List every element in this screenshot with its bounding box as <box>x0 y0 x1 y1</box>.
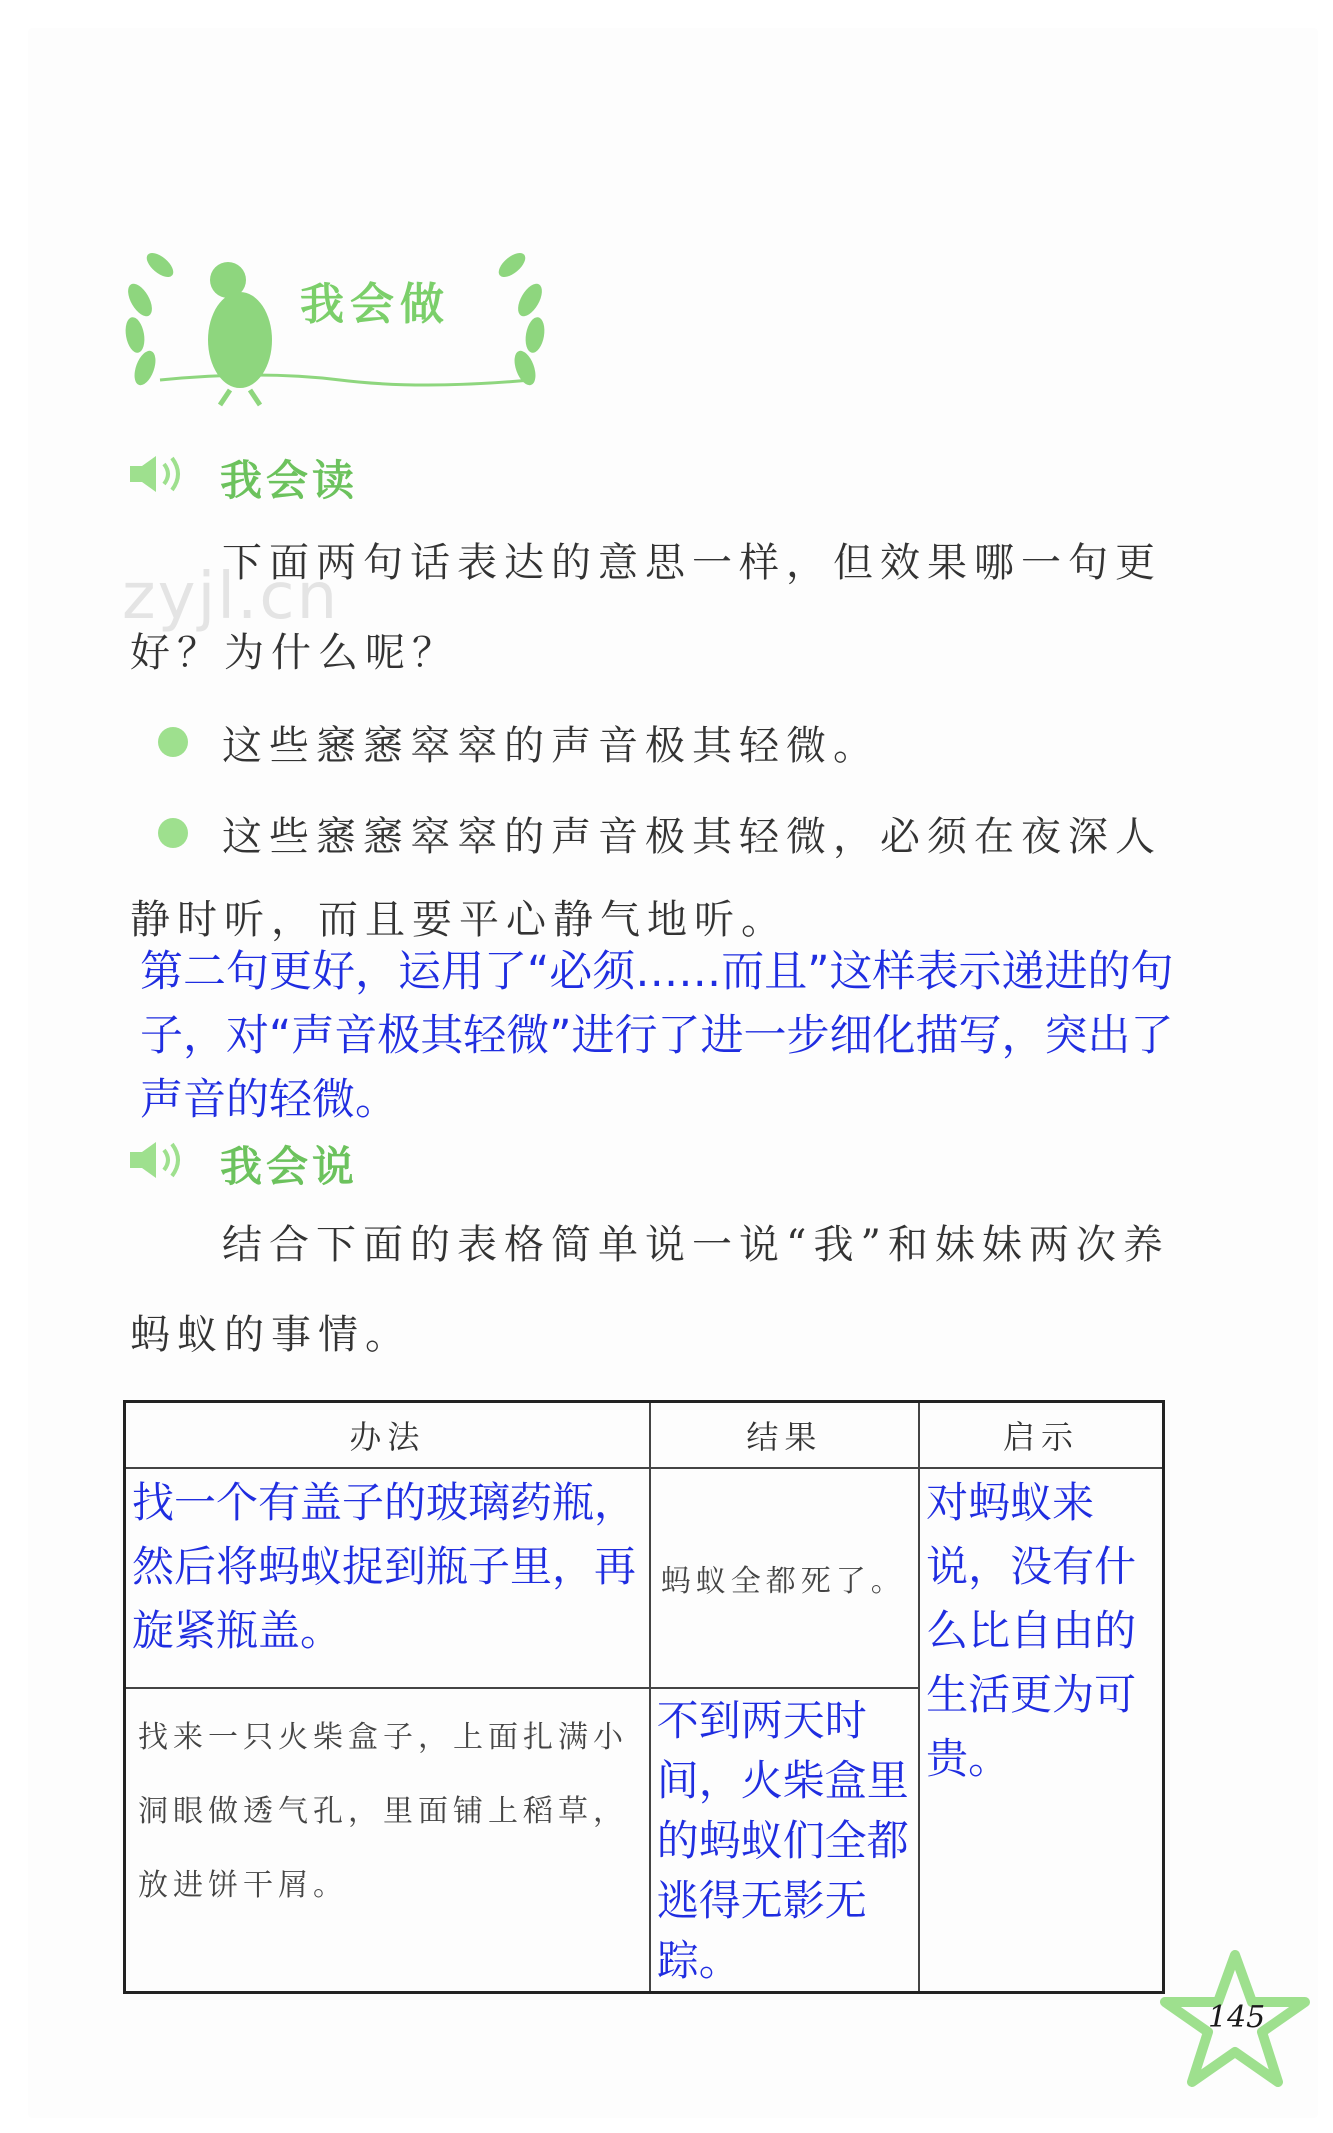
section-title-speak: 我会说 <box>220 1142 359 1191</box>
read-prompt: 下面两句话表达的意思一样，但效果哪一句更好？为什么呢？ <box>130 540 1162 676</box>
table-cell-method-1 <box>125 1468 650 1688</box>
printed-method-2: 找来一只火柴盒子，上面扎满小洞眼做透气孔，里面铺上稻草，放进饼干屑。 <box>138 1720 628 1903</box>
table-cell-result-2 <box>650 1688 919 1993</box>
page-number: 145 <box>1208 2000 1266 2035</box>
table-header-insight: 启示 <box>919 1402 1163 1469</box>
speaker-icon <box>126 1138 186 1182</box>
bullet-dot <box>158 818 188 848</box>
table-header-method: 办法 <box>125 1402 650 1469</box>
speaker-icon <box>126 452 186 496</box>
table-cell-method-2 <box>125 1688 650 1993</box>
sentence-2-continued: 静时听，而且要平心静气地听。 <box>130 897 788 943</box>
bullet-dot <box>158 727 188 757</box>
table-cell-insight <box>919 1468 1163 1993</box>
table-cell-result-1 <box>650 1468 919 1688</box>
ant-experiment-table <box>123 1400 1165 1994</box>
handwritten-insight: 对蚂蚁来说，没有什么比自由的生活更为可贵。 <box>926 1478 1137 1783</box>
table-row <box>125 1468 1164 1688</box>
handwritten-result-2: 不到两天时间，火柴盒里的蚂蚁们全都逃得无影无踪。 <box>656 1696 909 1985</box>
table-header-row <box>125 1402 1164 1469</box>
handwritten-answer-read: 第二句更好，运用了“必须……而且”这样表示递进的句子，对“声音极其轻微”进行了进一步细化描写，突出了声音的轻微。 <box>140 947 1174 1125</box>
section-title-read: 我会读 <box>220 456 359 505</box>
printed-result-1: 蚂蚁全都死了。 <box>660 1564 906 1599</box>
sentence-1: 这些窸窸窣窣的声音极其轻微。 <box>222 723 880 769</box>
table-header-result: 结果 <box>650 1402 919 1469</box>
sentence-2: 这些窸窸窣窣的声音极其轻微，必须在夜深人 <box>222 814 1162 860</box>
handwritten-method-1: 找一个有盖子的玻璃药瓶，然后将蚂蚁捉到瓶子里，再旋紧瓶盖。 <box>132 1478 637 1655</box>
watermark: zyjl.cn <box>122 560 340 634</box>
speak-prompt: 结合下面的表格简单说一说“我”和妹妹两次养蚂蚁的事情。 <box>130 1222 1170 1358</box>
banner-title: 我会做 <box>300 279 450 330</box>
